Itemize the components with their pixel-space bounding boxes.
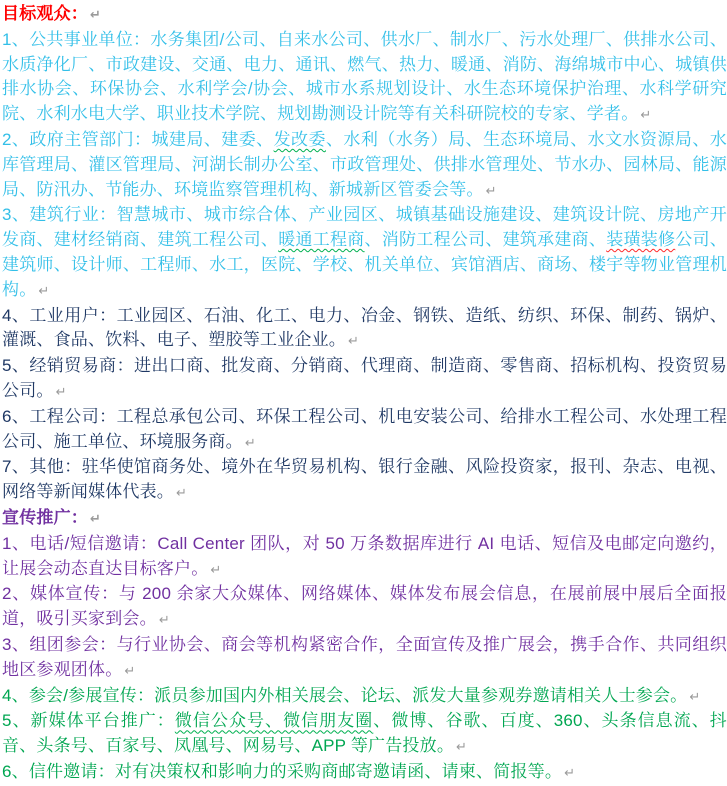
target-audience-paragraph-1 [2, 28, 727, 128]
text-run: 3、建筑行业：智慧城市、城市综合体、产业园区、城镇基础设施建设、建筑设计院、房地产开发商、建材经销商、建筑工程公司、 [2, 205, 727, 250]
text-run: 6、信件邀请：对有决策权和影响力的采购商邮寄邀请函、请柬、简报等。 [2, 761, 563, 781]
target-audience-paragraph-3 [2, 203, 727, 303]
promotion-paragraph-4 [2, 684, 727, 710]
misspelled-text-run: 装璜装修 [606, 230, 676, 250]
text-run: 1、电话/短信邀请：Call Center 团队，对 50 万条数据库进行 AI 电话、短信及电邮定向邀约，让展会动态直达目标客户。 [2, 533, 727, 578]
promotion-paragraph-3 [2, 633, 727, 684]
text-run: 6、工程公司：工程总承包公司、环保工程公司、机电安装公司、给排水工程公司、水处理工程公司、施工单位、环境服务商。 [2, 406, 727, 451]
paragraph-mark-icon: ↵ [158, 612, 170, 628]
paragraph-mark-icon: ↵ [456, 739, 467, 755]
misspelled-text-run: 发改委 [273, 129, 326, 149]
paragraph-mark-icon: ↵ [210, 561, 222, 577]
text-run: 、消防工程公司、建筑承建商、 [364, 230, 607, 250]
text-run: 4、参会/参展宣传：派员参加国内外相关展会、论坛、派发大量参观券邀请相关人士参会。 [2, 685, 688, 705]
paragraph-mark-icon: ↵ [90, 7, 101, 22]
paragraph-mark-icon: ↵ [38, 282, 50, 298]
paragraph-mark-icon: ↵ [689, 688, 701, 704]
misspelled-text-run: 暖通工程商 [278, 230, 365, 250]
promotion-paragraph-2 [2, 582, 727, 633]
paragraph-mark-icon: ↵ [564, 764, 575, 780]
text-run: 5、经销贸易商：进出口商、批发商、分销商、代理商、制造商、零售商、招标机构、投资贸易公司。 [2, 356, 727, 400]
paragraph-mark-icon: ↵ [90, 510, 101, 526]
target-audience-heading [2, 2, 727, 28]
paragraph-mark-icon: ↵ [55, 383, 67, 399]
text-run: 5、新媒体平台推广： [2, 711, 175, 731]
paragraph-mark-icon: ↵ [244, 434, 256, 450]
promotion-paragraph-1 [2, 532, 727, 583]
text-run: 1、公共事业单位：水务集团/公司、自来水公司、供水厂、制水厂、污水处理厂、供排水公司、水质净化厂、市政建设、交通、电力、通讯、燃气、热力、暖通、消防、海绵城市中心、城镇供排水协会、环保协会、水利学会/协会、城市水系规划设计、水生态环境保护治理、水科学研究院、水利水电大学、职业技术学院、规划勘测设计院等有关科研院校的专家、学者。 [2, 29, 727, 124]
promotion-paragraph-5 [2, 709, 727, 760]
target-audience-paragraph-2 [2, 128, 727, 203]
paragraph-mark-icon: ↵ [348, 333, 359, 349]
paragraph-mark-icon: ↵ [640, 107, 652, 123]
target-audience-paragraph-4 [2, 304, 727, 355]
promotion-heading [2, 506, 727, 532]
text-run: 公司、建筑师、设计师、工程师、水工，医院、学校、机关单位、宾馆酒店、商场、楼宇等物业管理机构。 [2, 230, 727, 299]
misspelled-text-run: 微信公众号、微信朋友圈 [174, 711, 374, 731]
text-run: 2、政府主管部门：城建局、建委、 [2, 129, 274, 149]
target-audience-paragraph-5 [2, 354, 727, 405]
text-run: 2、媒体宣传：与 200 余家大众媒体、网络媒体、媒体发布展会信息，在展前展中展后全面报道，吸引买家到会。 [2, 584, 727, 629]
heading-text: 宣传推广： [2, 507, 88, 527]
heading-text: 目标观众： [2, 4, 88, 23]
text-run: 、微博、谷歌、百度、360、头条信息流、抖音、头条号、百家号、凤凰号、网易号、APP 等广告投放。 [2, 711, 727, 756]
text-run: 3、组团参会：与行业协会、商会等机构紧密合作，全面宣传及推广展会，携手合作、共同组织地区参观团体。 [2, 634, 727, 679]
paragraph-mark-icon: ↵ [124, 662, 136, 678]
text-run: 、水利（水务）局、生态环境局、水文水资源局、水库管理局、灌区管理局、河湖长制办公室、市政管理处、供排水管理处、节水办、园林局、能源局、防汛办、节能办、环境监察管理机构、新城新区管委会等。 [2, 129, 727, 199]
text-run: 7、其他：驻华使馆商务处、境外在华贸易机构、银行金融、风险投资家，报刊、杂志、电视、网络等新闻媒体代表。 [2, 457, 727, 502]
paragraph-mark-icon: ↵ [485, 182, 497, 198]
promotion-paragraph-6 [2, 760, 727, 786]
text-run: 4、工业用户：工业园区、石油、化工、电力、冶金、钢铁、造纸、纺织、环保、制药、锅炉、灌溉、食品、饮料、电子、塑胶等工业企业。 [2, 305, 727, 350]
paragraph-mark-icon: ↵ [176, 485, 187, 501]
target-audience-paragraph-7 [2, 455, 727, 506]
target-audience-paragraph-6 [2, 405, 727, 456]
